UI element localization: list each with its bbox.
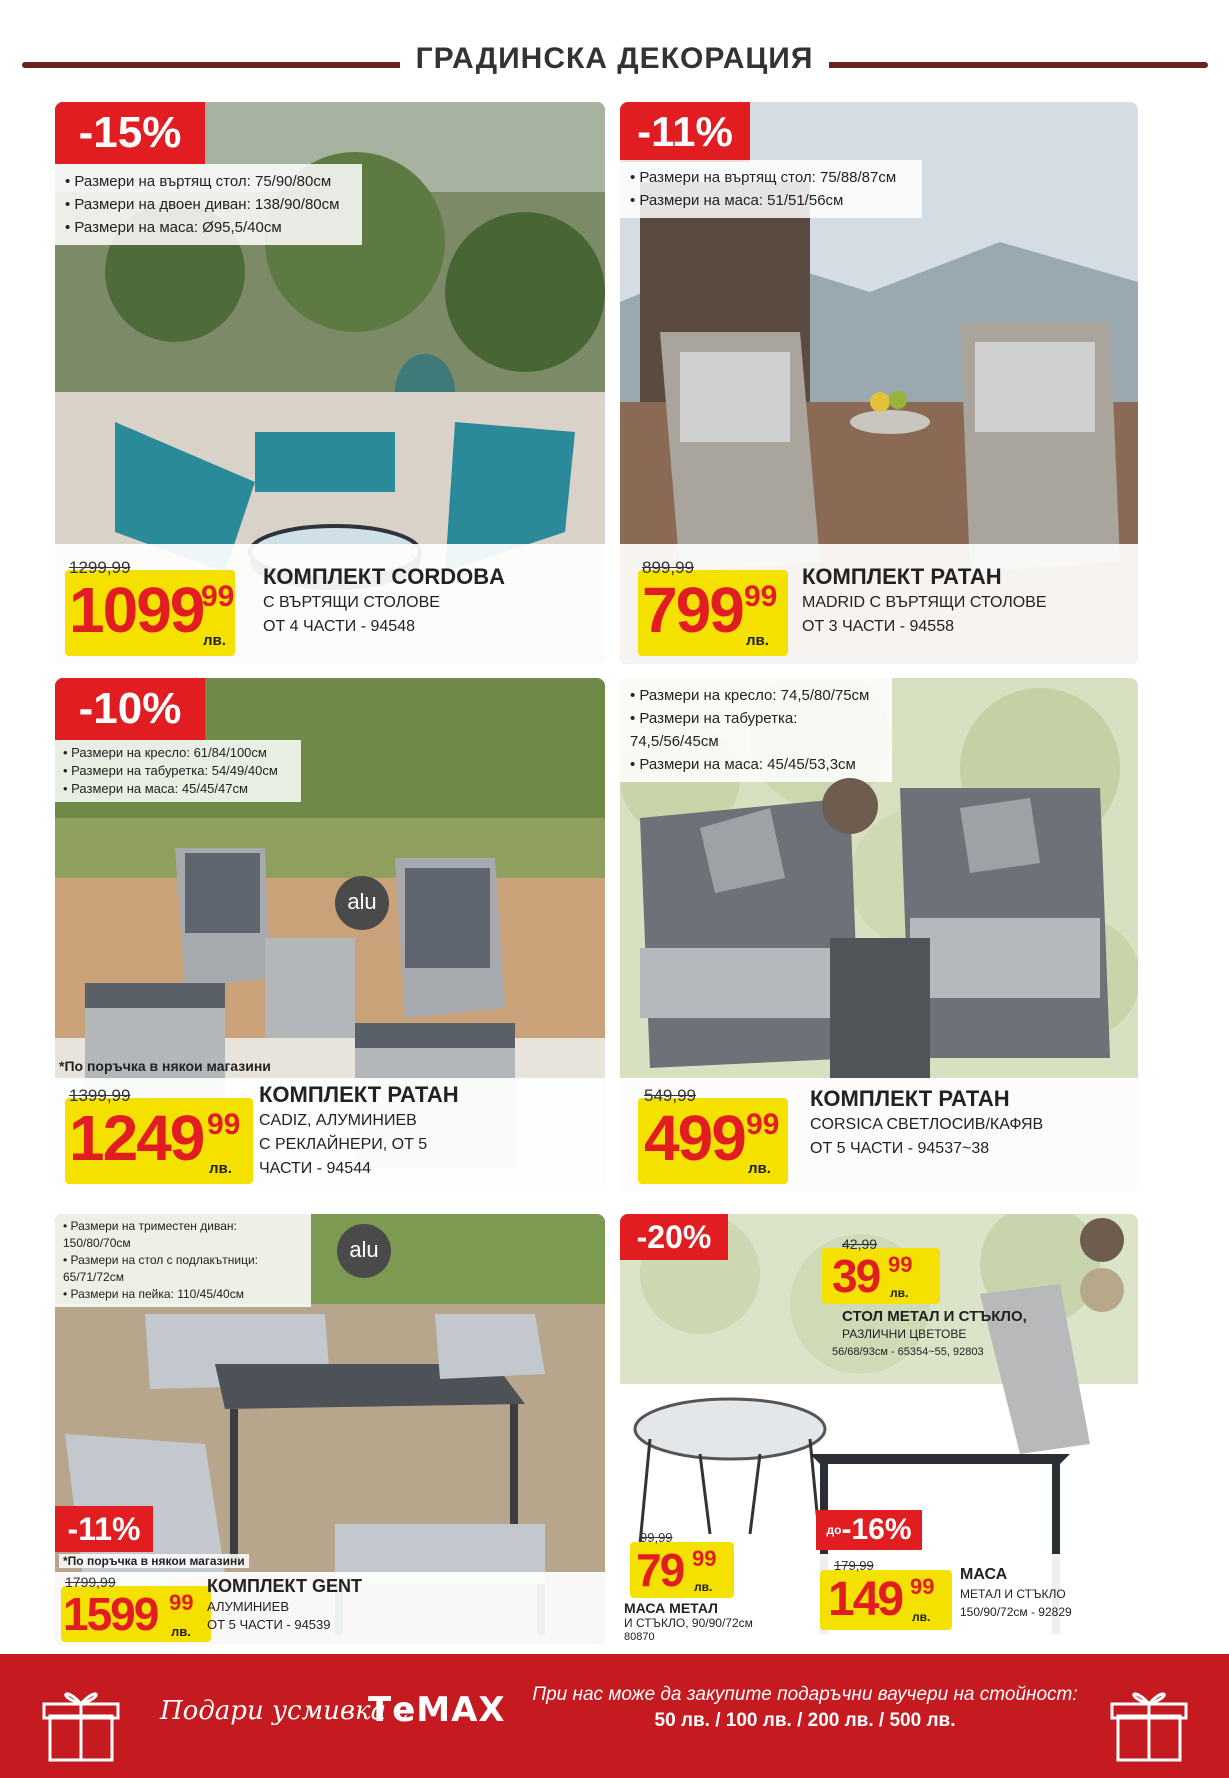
product-title: КОМПЛЕКТ РАТАН [810,1086,1010,1111]
product-title: КОМПЛЕКТ GENT [207,1576,362,1596]
aluminium-badge: alu [335,876,389,930]
discount-badge: -15% [55,102,205,164]
old-price: 1399,99 [69,1086,131,1105]
product-desc-2: С РЕКЛАЙНЕРИ, ОТ 5 [259,1136,428,1153]
chair-price-cents: 99 [888,1252,913,1277]
currency: лв. [203,632,226,649]
chair-desc-2: 56/68/93см - 65354~55, 92803 [832,1346,984,1358]
old-price: 549,99 [644,1086,696,1105]
aluminium-badge: alu [337,1224,391,1278]
currency: лв. [746,632,769,649]
product-desc-1: CORSICA СВЕТЛОСИВ/КАФЯВ [810,1116,1044,1133]
table2-discount-badge [816,1510,922,1550]
table1-currency: лв. [694,1580,713,1594]
table2-discount-prefix: до [826,1523,842,1537]
table1-desc-2: 80870 [624,1631,655,1643]
price-cents: 99 [207,1108,241,1141]
table2-desc-1: МЕТАЛ И СТЪКЛО [960,1587,1066,1601]
table1-title: МАСА МЕТАЛ [624,1600,718,1616]
product-card-metal-glass[interactable] [620,1214,1138,1644]
price-whole: 799 [642,574,743,646]
color-swatch-brown [822,778,878,834]
product-card-cordoba[interactable] [55,102,605,664]
price-whole: 1099 [69,574,204,646]
product-title: КОМПЛЕКТ CORDOBA [263,564,505,589]
old-price: 1799,99 [65,1574,116,1590]
gift-icon [1104,1676,1194,1766]
discount-badge: -20% [620,1214,728,1260]
price-cents: 99 [744,580,778,613]
product-specs: • Размери на въртящ стол: 75/88/87см • Размери на маса: 51/51/56см [620,160,922,218]
product-specs: • Размери на кресло: 61/84/100см • Размери на табуретка: 54/49/40см • Размери на маса: 45/45/47см [55,740,301,802]
product-desc-2: ОТ 3 ЧАСТИ - 94558 [802,618,954,635]
product-specs: • Размери на триместен диван: 150/80/70см • Размери на стол с подлакътници: 65/71/72см • Размери на пейка: 110/45/40см [55,1214,311,1307]
footer-slogan: Подари усмивка с [160,1696,409,1726]
table2-discount-value: -16% [841,1513,912,1546]
old-price: 1299,99 [69,558,131,577]
price-cents: 99 [201,580,235,613]
price-cents: 99 [746,1108,780,1141]
product-title: КОМПЛЕКТ РАТАН [802,564,1002,589]
voucher-text: При нас може да закупите подаръчни ваучери на стойност: [532,1684,1078,1705]
price-whole: 499 [644,1102,745,1174]
table1-price-cents: 99 [692,1546,717,1571]
temax-logo: ТеМАХ [368,1690,506,1730]
color-swatch-brown [1080,1218,1124,1262]
page-title: ГРАДИНСКА ДЕКОРАЦИЯ [0,42,1229,76]
product-specs: • Размери на кресло: 74,5/80/75см • Размери на табуретка: 74,5/56/45см • Размери на маса: 45/45/53,3см [620,678,892,782]
table2-desc-2: 150/90/72см - 92829 [960,1605,1072,1619]
product-card-madrid[interactable] [620,102,1138,664]
order-note: *По поръчка в някои магазини [59,1554,249,1568]
table2-price-whole: 149 [828,1573,903,1626]
product-card-cadiz[interactable] [55,678,605,1192]
chair-old-price: 42,99 [842,1236,878,1252]
currency: лв. [209,1160,232,1177]
product-desc-1: CADIZ, АЛУМИНИЕВ [259,1112,417,1129]
product-card-corsica[interactable] [620,678,1138,1192]
product-desc-1: С ВЪРТЯЩИ СТОЛОВЕ [263,594,440,611]
table1-old-price: 99,99 [640,1530,673,1545]
discount-badge: -11% [620,102,750,162]
product-desc-2: ОТ 5 ЧАСТИ - 94539 [207,1617,331,1632]
discount-badge: -11% [55,1506,153,1552]
table2-price-cents: 99 [910,1574,935,1599]
product-title: КОМПЛЕКТ РАТАН [259,1082,459,1107]
product-specs: • Размери на въртящ стол: 75/90/80см • Размери на двоен диван: 138/90/80см • Размери на маса: Ø95,5/40см [55,164,362,245]
gift-icon [36,1676,126,1766]
product-card-gent[interactable] [55,1214,605,1644]
product-desc-1: АЛУМИНИЕВ [207,1599,289,1614]
table2-old-price: 179,99 [834,1558,874,1573]
old-price: 899,99 [642,558,694,577]
color-swatch-beige [1080,1268,1124,1312]
chair-currency: лв. [890,1286,909,1300]
chair-desc-1: РАЗЛИЧНИ ЦВЕТОВЕ [842,1327,967,1341]
price-cents: 99 [169,1590,194,1615]
table1-desc-1: И СТЪКЛО, 90/90/72см [624,1616,753,1630]
product-desc-2: ОТ 4 ЧАСТИ - 94548 [263,618,415,635]
product-desc-1: MADRID С ВЪРТЯЩИ СТОЛОВЕ [802,594,1047,611]
price-whole: 1249 [69,1102,204,1174]
table1-price-whole: 79 [636,1544,684,1596]
voucher-values: 50 лв. / 100 лв. / 200 лв. / 500 лв. [654,1710,956,1731]
product-desc-3: ЧАСТИ - 94544 [259,1160,371,1177]
order-note: *По поръчка в някои магазини [59,1058,271,1074]
currency: лв. [748,1160,771,1177]
discount-badge: -10% [55,678,205,740]
chair-title: СТОЛ МЕТАЛ И СТЪКЛО, [842,1308,1027,1325]
price-whole: 1599 [63,1588,158,1640]
product-desc-2: ОТ 5 ЧАСТИ - 94537~38 [810,1140,990,1157]
table2-currency: лв. [912,1610,931,1624]
currency: лв. [171,1624,191,1639]
table2-title: МАСА [960,1566,1008,1583]
chair-price-whole: 39 [832,1250,880,1302]
